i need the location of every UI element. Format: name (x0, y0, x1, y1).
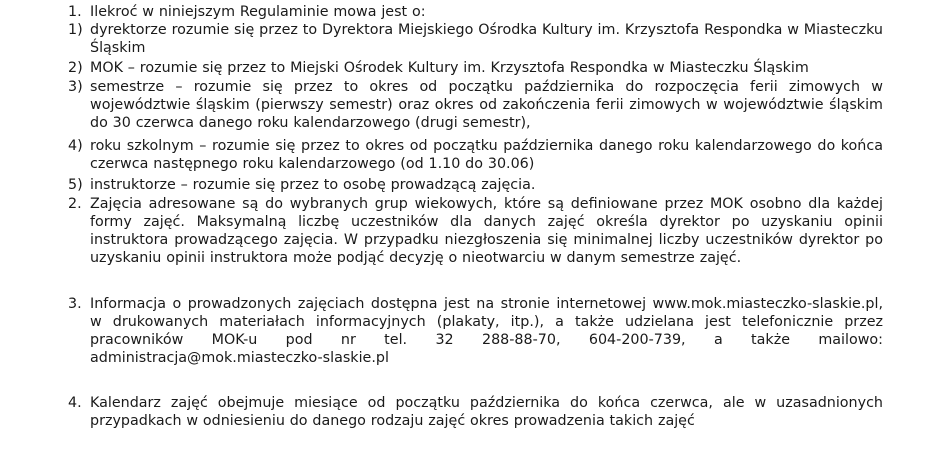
item-marker: 1. (68, 4, 82, 20)
item-text: semestrze – rozumie się przez to okres od początku października do rozpoczęcia ferii zimowych w województwie śląskim (pierwszy semestr) oraz okres od zakończenia ferii zimowych w województwie śląskim do 30 czerwca danego roku kalendarzowego (drugi semestr), (90, 79, 883, 131)
list-item (0, 295, 950, 367)
item-marker: 4) (68, 138, 83, 154)
item-marker: 1) (68, 22, 83, 38)
list-item (0, 59, 950, 77)
list-item (0, 78, 950, 132)
list-item (0, 21, 950, 57)
item-text: MOK – rozumie się przez to Miejski Ośrodek Kultury im. Krzysztofa Respondka w Miasteczku Śląskim (90, 60, 809, 76)
item-text: Ilekroć w niniejszym Regulaminie mowa jest o: (90, 4, 426, 20)
list-item (0, 3, 950, 21)
item-text: Zajęcia adresowane są do wybranych grup wiekowych, które są definiowane przez MOK osobno dla każdej formy zajęć. Maksymalną liczbę uczestników dla danych zajęć określa dyrektor po uzyskaniu opinii instruktora prowadzącego zajęcia. W przypadku niezgłoszenia się minimalnej liczby uczestników dyrektor po uzyskaniu opinii instruktora może podjąć decyzję o nieotwarciu w danym semestrze zajęć. (90, 196, 883, 266)
item-marker: 2) (68, 60, 83, 76)
item-text: roku szkolnym – rozumie się przez to okres od początku października danego roku kalendarzowego do końca czerwca następnego roku kalendarzowego (od 1.10 do 30.06) (90, 138, 883, 172)
item-text: instruktorze – rozumie się przez to osobę prowadzącą zajęcia. (90, 177, 536, 193)
list-item (0, 394, 950, 430)
item-marker: 5) (68, 177, 83, 193)
list-item (0, 176, 950, 194)
item-text: Informacja o prowadzonych zajęciach dostępna jest na stronie internetowej www.mok.miasteczko-slaskie.pl, w drukowanych materiałach informacyjnych (plakaty, itp.), a także udzielana jest telefonicznie przez pracowników MOK-u pod nr tel. 32 288-88-70, 604-200-739, a także mailowo: administracja@mok.miasteczko-slaskie.pl (90, 296, 883, 366)
item-marker: 2. (68, 196, 82, 212)
list-item (0, 137, 950, 173)
item-marker: 3) (68, 79, 83, 95)
item-marker: 4. (68, 395, 82, 411)
item-marker: 3. (68, 296, 82, 312)
list-item (0, 195, 950, 267)
item-text: Kalendarz zajęć obejmuje miesiące od początku października do końca czerwca, ale w uzasadnionych przypadkach w odniesieniu do danego rodzaju zajęć okres prowadzenia takich zajęć (90, 395, 883, 429)
item-text: dyrektorze rozumie się przez to Dyrektora Miejskiego Ośrodka Kultury im. Krzysztofa Respondka w Miasteczku Śląskim (90, 22, 883, 56)
